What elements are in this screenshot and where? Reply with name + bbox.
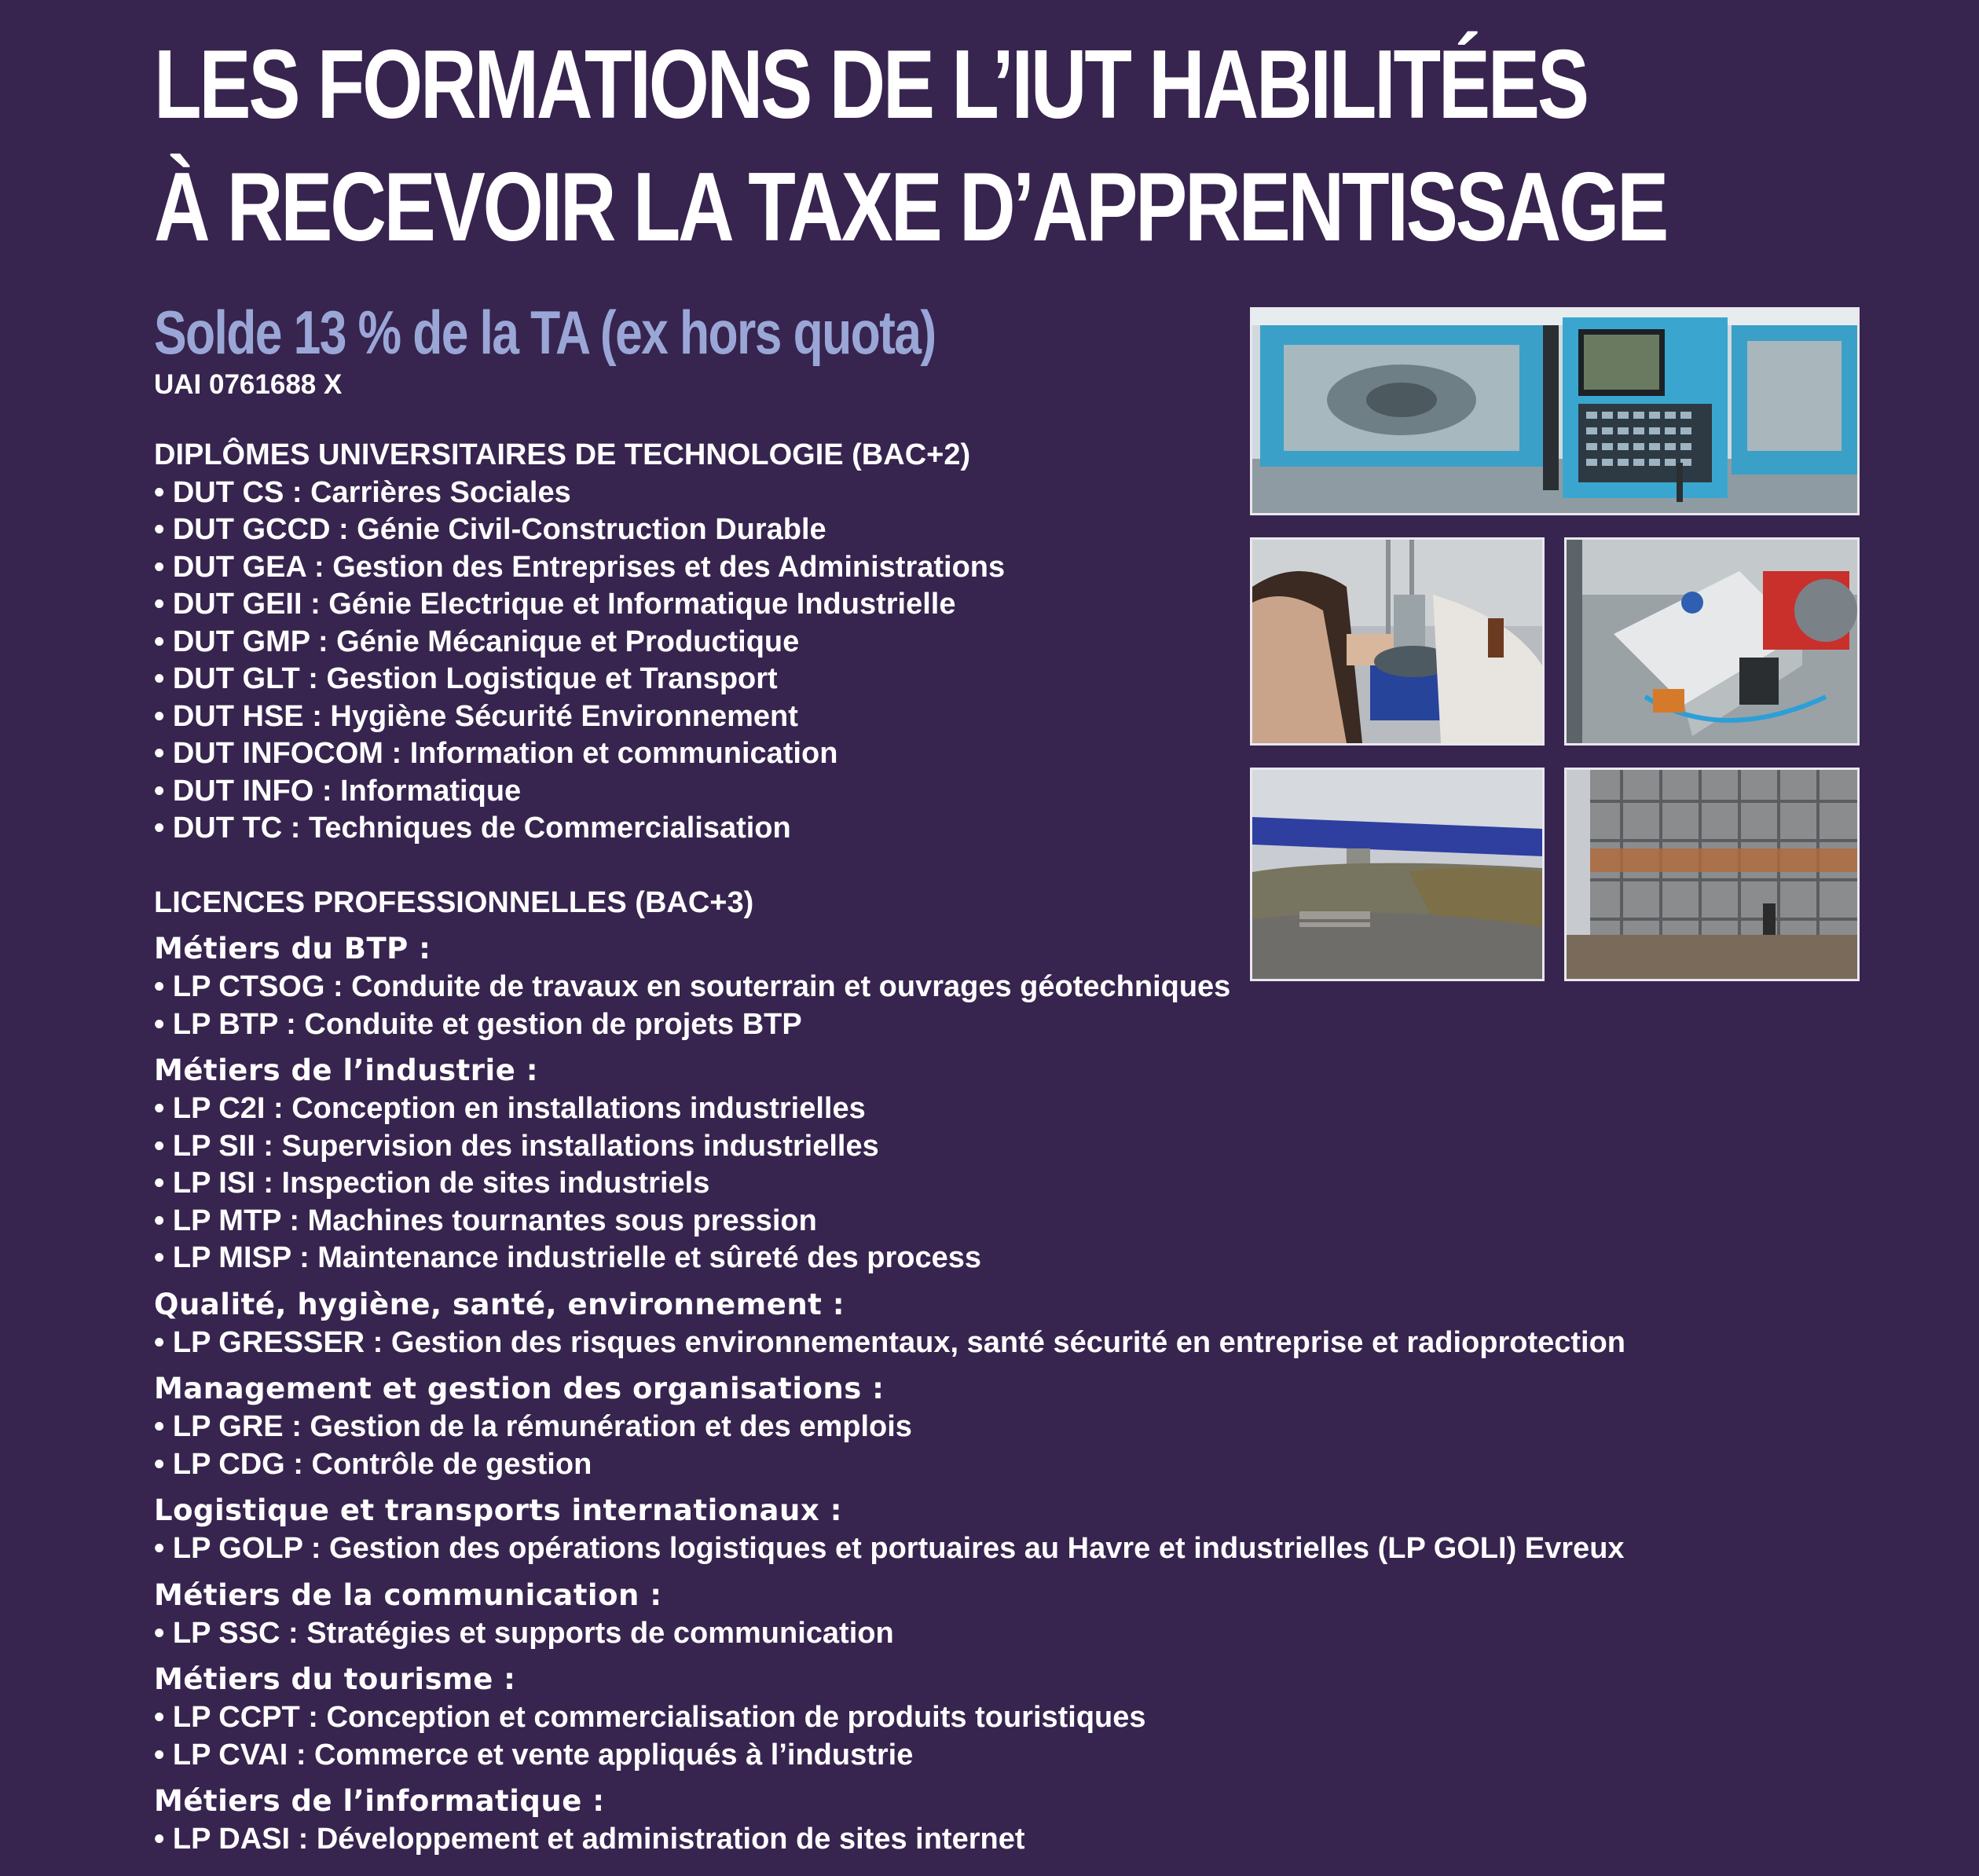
category-heading: Management et gestion des organisations : <box>154 1372 885 1405</box>
list-item: • LP BTP : Conduite et gestion de projets BTP <box>154 1007 802 1041</box>
category-heading: Métiers du BTP : <box>154 932 431 965</box>
category-heading: Métiers de l’informatique : <box>154 1784 605 1818</box>
list-item: • LP DASI : Développement et administration de sites internet <box>154 1823 1025 1856</box>
lp-heading: LICENCES PROFESSIONNELLES (BAC+3) <box>154 885 754 919</box>
list-item: • LP ISI : Inspection de sites industriels <box>154 1167 710 1200</box>
category-heading: Qualité, hygiène, santé, environnement : <box>154 1287 845 1321</box>
list-item: • DUT INFOCOM : Information et communication <box>154 737 838 770</box>
title-line-1: LES FORMATIONS DE L’IUT HABILITÉES <box>154 31 1587 139</box>
dut-heading: DIPLÔMES UNIVERSITAIRES DE TECHNOLOGIE (BAC+2) <box>154 438 971 471</box>
subtitle: Solde 13 % de la TA (ex hors quota) <box>154 298 936 367</box>
category-industrie <box>154 1051 1922 1277</box>
list-item: • LP GRE : Gestion de la rémunération et des emplois <box>154 1410 912 1443</box>
list-item: • DUT GLT : Gestion Logistique et Transport <box>154 662 778 695</box>
list-item: • DUT TC : Techniques de Commercialisation <box>154 812 791 845</box>
uai-code: UAI 0761688 X <box>154 369 343 400</box>
list-item: • DUT HSE : Hygiène Sécurité Environnement <box>154 699 798 733</box>
list-item: • LP CDG : Contrôle de gestion <box>154 1447 592 1481</box>
category-informatique <box>154 1782 1922 1859</box>
list-item: • LP CTSOG : Conduite de travaux en souterrain et ouvrages géotechniques <box>154 970 1231 1003</box>
list-item: • LP MISP : Maintenance industrielle et sûreté des process <box>154 1241 982 1274</box>
list-item: • LP C2I : Conception en installations industrielles <box>154 1092 866 1125</box>
list-item: • DUT CS : Carrières Sociales <box>154 475 571 509</box>
list-item: • DUT GEA : Gestion des Entreprises et des Administrations <box>154 550 1006 584</box>
photo-milling-machine <box>1564 537 1860 746</box>
list-item: • DUT GMP : Génie Mécanique et Productique <box>154 625 800 658</box>
list-item: • LP GRESSER : Gestion des risques environnementaux, santé sécurité en entreprise et radioprotection <box>154 1325 1626 1359</box>
category-heading: Métiers de l’industrie : <box>154 1053 538 1087</box>
title-line-2: À RECEVOIR LA TAXE D’APPRENTISSAGE <box>154 153 1667 262</box>
list-item: • LP SII : Supervision des installations industrielles <box>154 1129 879 1163</box>
photo-injection-machine <box>1250 307 1860 515</box>
list-item: • LP CVAI : Commerce et vente appliqués à l’industrie <box>154 1738 914 1772</box>
category-heading: Logistique et transports internationaux : <box>154 1493 842 1527</box>
list-item: • LP MTP : Machines tournantes sous pression <box>154 1204 817 1237</box>
photo-lab-student <box>1250 537 1545 746</box>
category-management <box>154 1369 1922 1483</box>
list-item: • LP SSC : Stratégies et supports de communication <box>154 1616 894 1650</box>
list-item: • LP CCPT : Conception et commercialisation de produits touristiques <box>154 1701 1146 1734</box>
list-item: • LP GOLP : Gestion des opérations logistiques et portuaires au Havre et industrielles (LP GOLI) Evreux <box>154 1532 1625 1565</box>
category-heading: Métiers du tourisme : <box>154 1662 516 1696</box>
category-logistique <box>154 1491 1922 1568</box>
photo-building-scaffolding <box>1564 768 1860 981</box>
category-tourisme <box>154 1660 1922 1774</box>
category-qhse <box>154 1285 1922 1362</box>
photo-construction-site <box>1250 768 1545 981</box>
list-item: • DUT GEII : Génie Electrique et Informatique Industrielle <box>154 588 956 621</box>
category-heading: Métiers de la communication : <box>154 1577 662 1612</box>
list-item: • DUT INFO : Informatique <box>154 774 522 808</box>
page-title <box>154 24 1666 269</box>
list-item: • DUT GCCD : Génie Civil-Construction Durable <box>154 513 826 546</box>
category-communication <box>154 1576 1922 1653</box>
